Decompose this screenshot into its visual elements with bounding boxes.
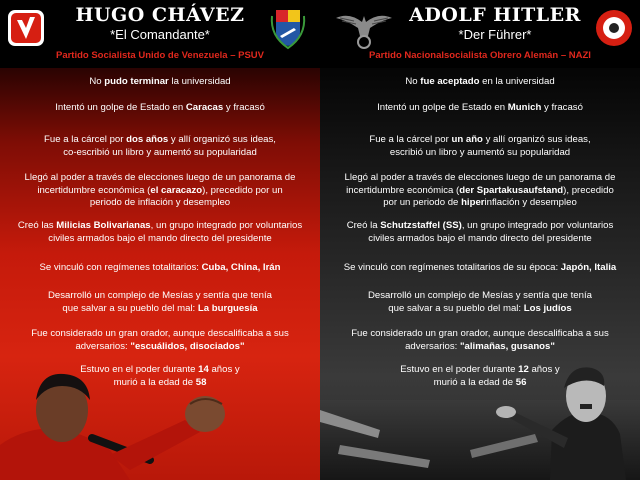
hitler-fact-7-text: Los judíos: [523, 302, 572, 314]
hitler-fact-7: [330, 290, 630, 315]
chavez-fact-5-text: Creó las: [17, 220, 57, 231]
chavez-fact-6-text: Cuba, China, Irán: [201, 262, 281, 273]
chavez-fact-6-text: Se vinculó con regímenes totalitarios:: [39, 262, 202, 273]
hitler-fact-8-text: adversarios:: [405, 340, 460, 352]
hitler-fact-3-text: Fue a la cárcel por: [369, 134, 452, 145]
chavez-fact-9-text: Estuvo en el poder durante: [80, 364, 199, 375]
hitler-fact-2-text: y fracasó: [541, 102, 583, 113]
chavez-fact-1-text: la universidad: [168, 76, 231, 87]
hitler-fact-2-text: Intentó un golpe de Estado en: [377, 102, 508, 113]
hitler-fact-3-text: un año: [451, 134, 483, 145]
left-name: HUGO CHÁVEZ: [75, 4, 245, 26]
hitler-fact-2: [330, 102, 630, 115]
chavez-fact-4-text: ), precedido por un: [202, 184, 283, 196]
hitler-fact-5-text: civiles armados bajo el mando directo del presidente: [368, 232, 592, 244]
chavez-facts-layer: [0, 68, 320, 480]
chavez-fact-4-text: el caracazo: [150, 184, 203, 196]
chavez-fact-7-text: Desarrolló un complejo de Mesías y sentía que tenía: [48, 290, 272, 301]
chavez-fact-9-text: murió a la edad de: [113, 376, 196, 388]
right-nickname: *Der Führer*: [458, 27, 532, 42]
hitler-fact-3-text: y allí organizó sus ideas,: [482, 134, 591, 145]
hitler-fact-3-text: escribió un libro y aumentó su popularidad: [389, 146, 571, 158]
hitler-fact-1-text: fue aceptado: [420, 76, 480, 87]
hitler-fact-9-text: murió a la edad de: [433, 376, 516, 388]
chavez-fact-8-text: Fue considerado un gran orador, aunque descalificaba a sus: [31, 328, 289, 339]
hitler-fact-1-text: en la universidad: [479, 76, 555, 87]
chavez-fact-4-text: Llegó al poder a través de elecciones luego de un panorama de: [24, 172, 296, 183]
hitler-fact-5: [330, 220, 630, 245]
right-name: ADOLF HITLER: [409, 4, 581, 26]
hitler-fact-4-text: incertidumbre económica (: [346, 184, 460, 196]
hitler-fact-4-text: inflación y desempleo: [484, 197, 577, 208]
chavez-fact-3-text: y allí organizó sus ideas,: [168, 134, 276, 145]
chavez-fact-5-text: civiles armados bajo el mando directo del presidente: [48, 232, 272, 244]
psuv-logo-icon: [4, 6, 48, 50]
hitler-fact-9-text: años y: [528, 364, 560, 375]
chavez-fact-9-text: años y: [208, 364, 240, 375]
hitler-fact-5-text: Creó la: [346, 220, 381, 231]
hitler-fact-1-text: No: [405, 76, 421, 87]
hitler-fact-5-text: Schutzstaffel (SS): [380, 220, 462, 231]
hitler-fact-9-text: 12: [518, 364, 529, 375]
hitler-fact-1: [330, 76, 630, 89]
chavez-fact-8-text: adversarios:: [75, 340, 131, 352]
hitler-fact-6-text: Japón, Italia: [560, 262, 617, 273]
left-party: Partido Socialista Unido de Venezuela – PSUV: [55, 50, 264, 61]
chavez-fact-8-text: "escuálidos, disociados": [130, 340, 245, 352]
chavez-fact-7-text: que salvar a su pueblo del mal:: [62, 302, 198, 314]
eagle-emblem-icon: [334, 6, 394, 50]
hitler-fact-4-text: por un periodo de: [383, 197, 462, 208]
chavez-fact-2-text: Caracas: [185, 102, 224, 113]
chavez-panel: [0, 68, 320, 480]
chavez-fact-4-text: incertidumbre económica (: [37, 184, 151, 196]
right-party: Partido Nacionalsocialista Obrero Alemán – NAZI: [369, 50, 591, 61]
hitler-fact-6-text: Se vinculó con regímenes totalitarios de su época:: [343, 262, 561, 273]
header: [0, 0, 640, 68]
chavez-fact-2-text: Intentó un golpe de Estado en: [55, 102, 186, 113]
chavez-fact-9-text: 14: [198, 364, 209, 375]
chavez-fact-3-text: co-escribió un libro y aumentó su popularidad: [63, 146, 257, 158]
hitler-fact-4-text: ), precedido: [563, 184, 614, 196]
hitler-fact-3: [330, 134, 630, 159]
chavez-fact-7-text: La burguesía: [197, 302, 258, 314]
chavez-fact-9-text: 58: [195, 376, 207, 388]
hitler-fact-9-text: 56: [515, 376, 527, 388]
chavez-fact-2-text: y fracasó: [223, 102, 265, 113]
chavez-fact-1-text: pudo terminar: [104, 76, 169, 87]
chavez-fact-5-text: Milicias Bolivarianas: [56, 220, 151, 231]
left-nickname: *El Comandante*: [110, 27, 210, 42]
hitler-fact-9-text: Estuvo en el poder durante: [400, 364, 519, 375]
chavez-fact-4-text: periodo de inflación y desempleo: [89, 197, 231, 208]
nazi-party-emblem-icon: [592, 6, 636, 50]
hitler-fact-5-text: , un grupo integrado por voluntarios: [461, 220, 614, 231]
venezuela-coat-of-arms-icon: [266, 6, 310, 50]
hitler-salute-crowd-photo: [320, 350, 640, 480]
hitler-fact-7-text: que salvar a su pueblo del mal:: [388, 302, 524, 314]
chavez-fact-5-text: , un grupo integrado por voluntarios: [150, 220, 303, 231]
hitler-fact-4-text: der Spartakusaufstand: [459, 184, 564, 196]
hitler-fact-4-text: Llegó al poder a través de elecciones luego de un panorama de: [344, 172, 616, 183]
hitler-fact-7-text: Desarrolló un complejo de Mesías y sentía que tenía: [368, 290, 592, 301]
hitler-fact-8-text: Fue considerado un gran orador, aunque descalificaba a sus: [351, 328, 609, 339]
chavez-fact-3-text: Fue a la cárcel por: [44, 134, 127, 145]
hitler-fact-4-text: hiper: [461, 197, 485, 208]
chavez-fact-3-text: dos años: [126, 134, 169, 145]
hitler-fact-4: [330, 172, 630, 210]
hitler-fact-2-text: Munich: [507, 102, 542, 113]
chavez-fact-1-text: No: [89, 76, 105, 87]
hitler-fact-6: [330, 262, 630, 275]
hitler-fact-8-text: "alimañas, gusanos": [459, 340, 555, 352]
hitler-panel: [320, 68, 640, 480]
